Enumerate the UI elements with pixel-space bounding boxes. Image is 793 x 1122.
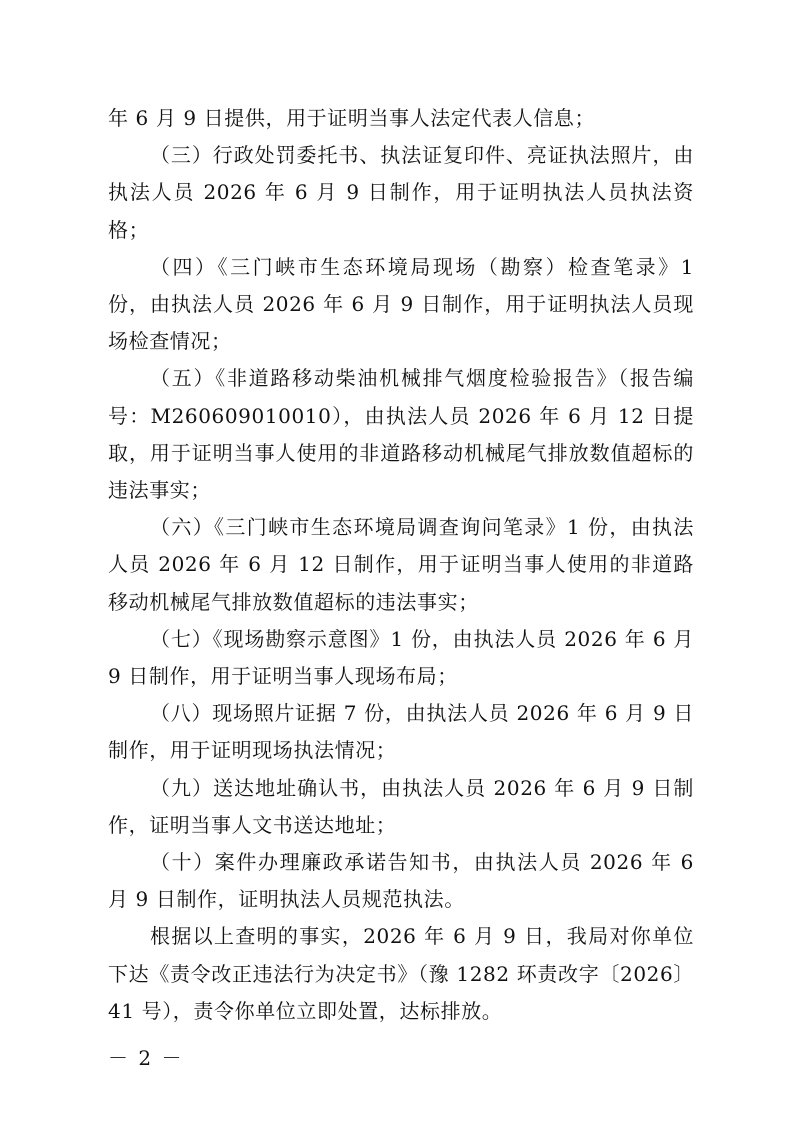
paragraph-item-4: （四）《三门峡市生态环境局现场（勘察）检查笔录》1 份，由执法人员 2026 年 6 月 9 日制作，用于证明执法人员现场检查情况； [108,254,694,354]
paragraph-item-5: （五）《非道路移动柴油机械排气烟度检验报告》（报告编号：M260609010010），由执法人员 2026 年 6 月 12 日提取，用于证明当事人使用的非道路移动机械尾气排放数值超标的违法事实； [108,366,694,503]
paragraph-item-3: （三）行政处罚委托书、执法证复印件、亮证执法照片，由执法人员 2026 年 6 月 9 日制作，用于证明执法人员执法资格； [108,143,694,242]
document-body [108,100,694,1030]
page-number: － 2 － [108,1046,184,1070]
paragraph-item-8: （八）现场照片证据 7 份，由执法人员 2026 年 6 月 9 日制作，用于证明现场执法情况； [108,701,694,763]
paragraph-item-10: （十）案件办理廉政承诺告知书，由执法人员 2026 年 6 月 9 日制作，证明执法人员规范执法。 [108,850,694,912]
paragraph-item-7: （七）《现场勘察示意图》1 份，由执法人员 2026 年 6 月 9 日制作，用于证明当事人现场布局； [108,626,694,689]
paragraph-item-6: （六）《三门峡市生态环境局调查询问笔录》1 份，由执法人员 2026 年 6 月 12 日制作，用于证明当事人使用的非道路移动机械尾气排放数值超标的违法事实； [108,515,694,614]
paragraph-continuation: 年 6 月 9 日提供，用于证明当事人法定代表人信息； [108,106,596,130]
paragraph-conclusion: 根据以上查明的事实，2026 年 6 月 9 日，我局对你单位下达《责令改正违法行为决定书》（豫 1282 环责改字〔2026〕41 号），责令你单位立即处置，达标排放。 [108,924,694,1023]
paragraph-item-9: （九）送达地址确认书，由执法人员 2026 年 6 月 9 日制作，证明当事人文书送达地址； [108,775,694,837]
